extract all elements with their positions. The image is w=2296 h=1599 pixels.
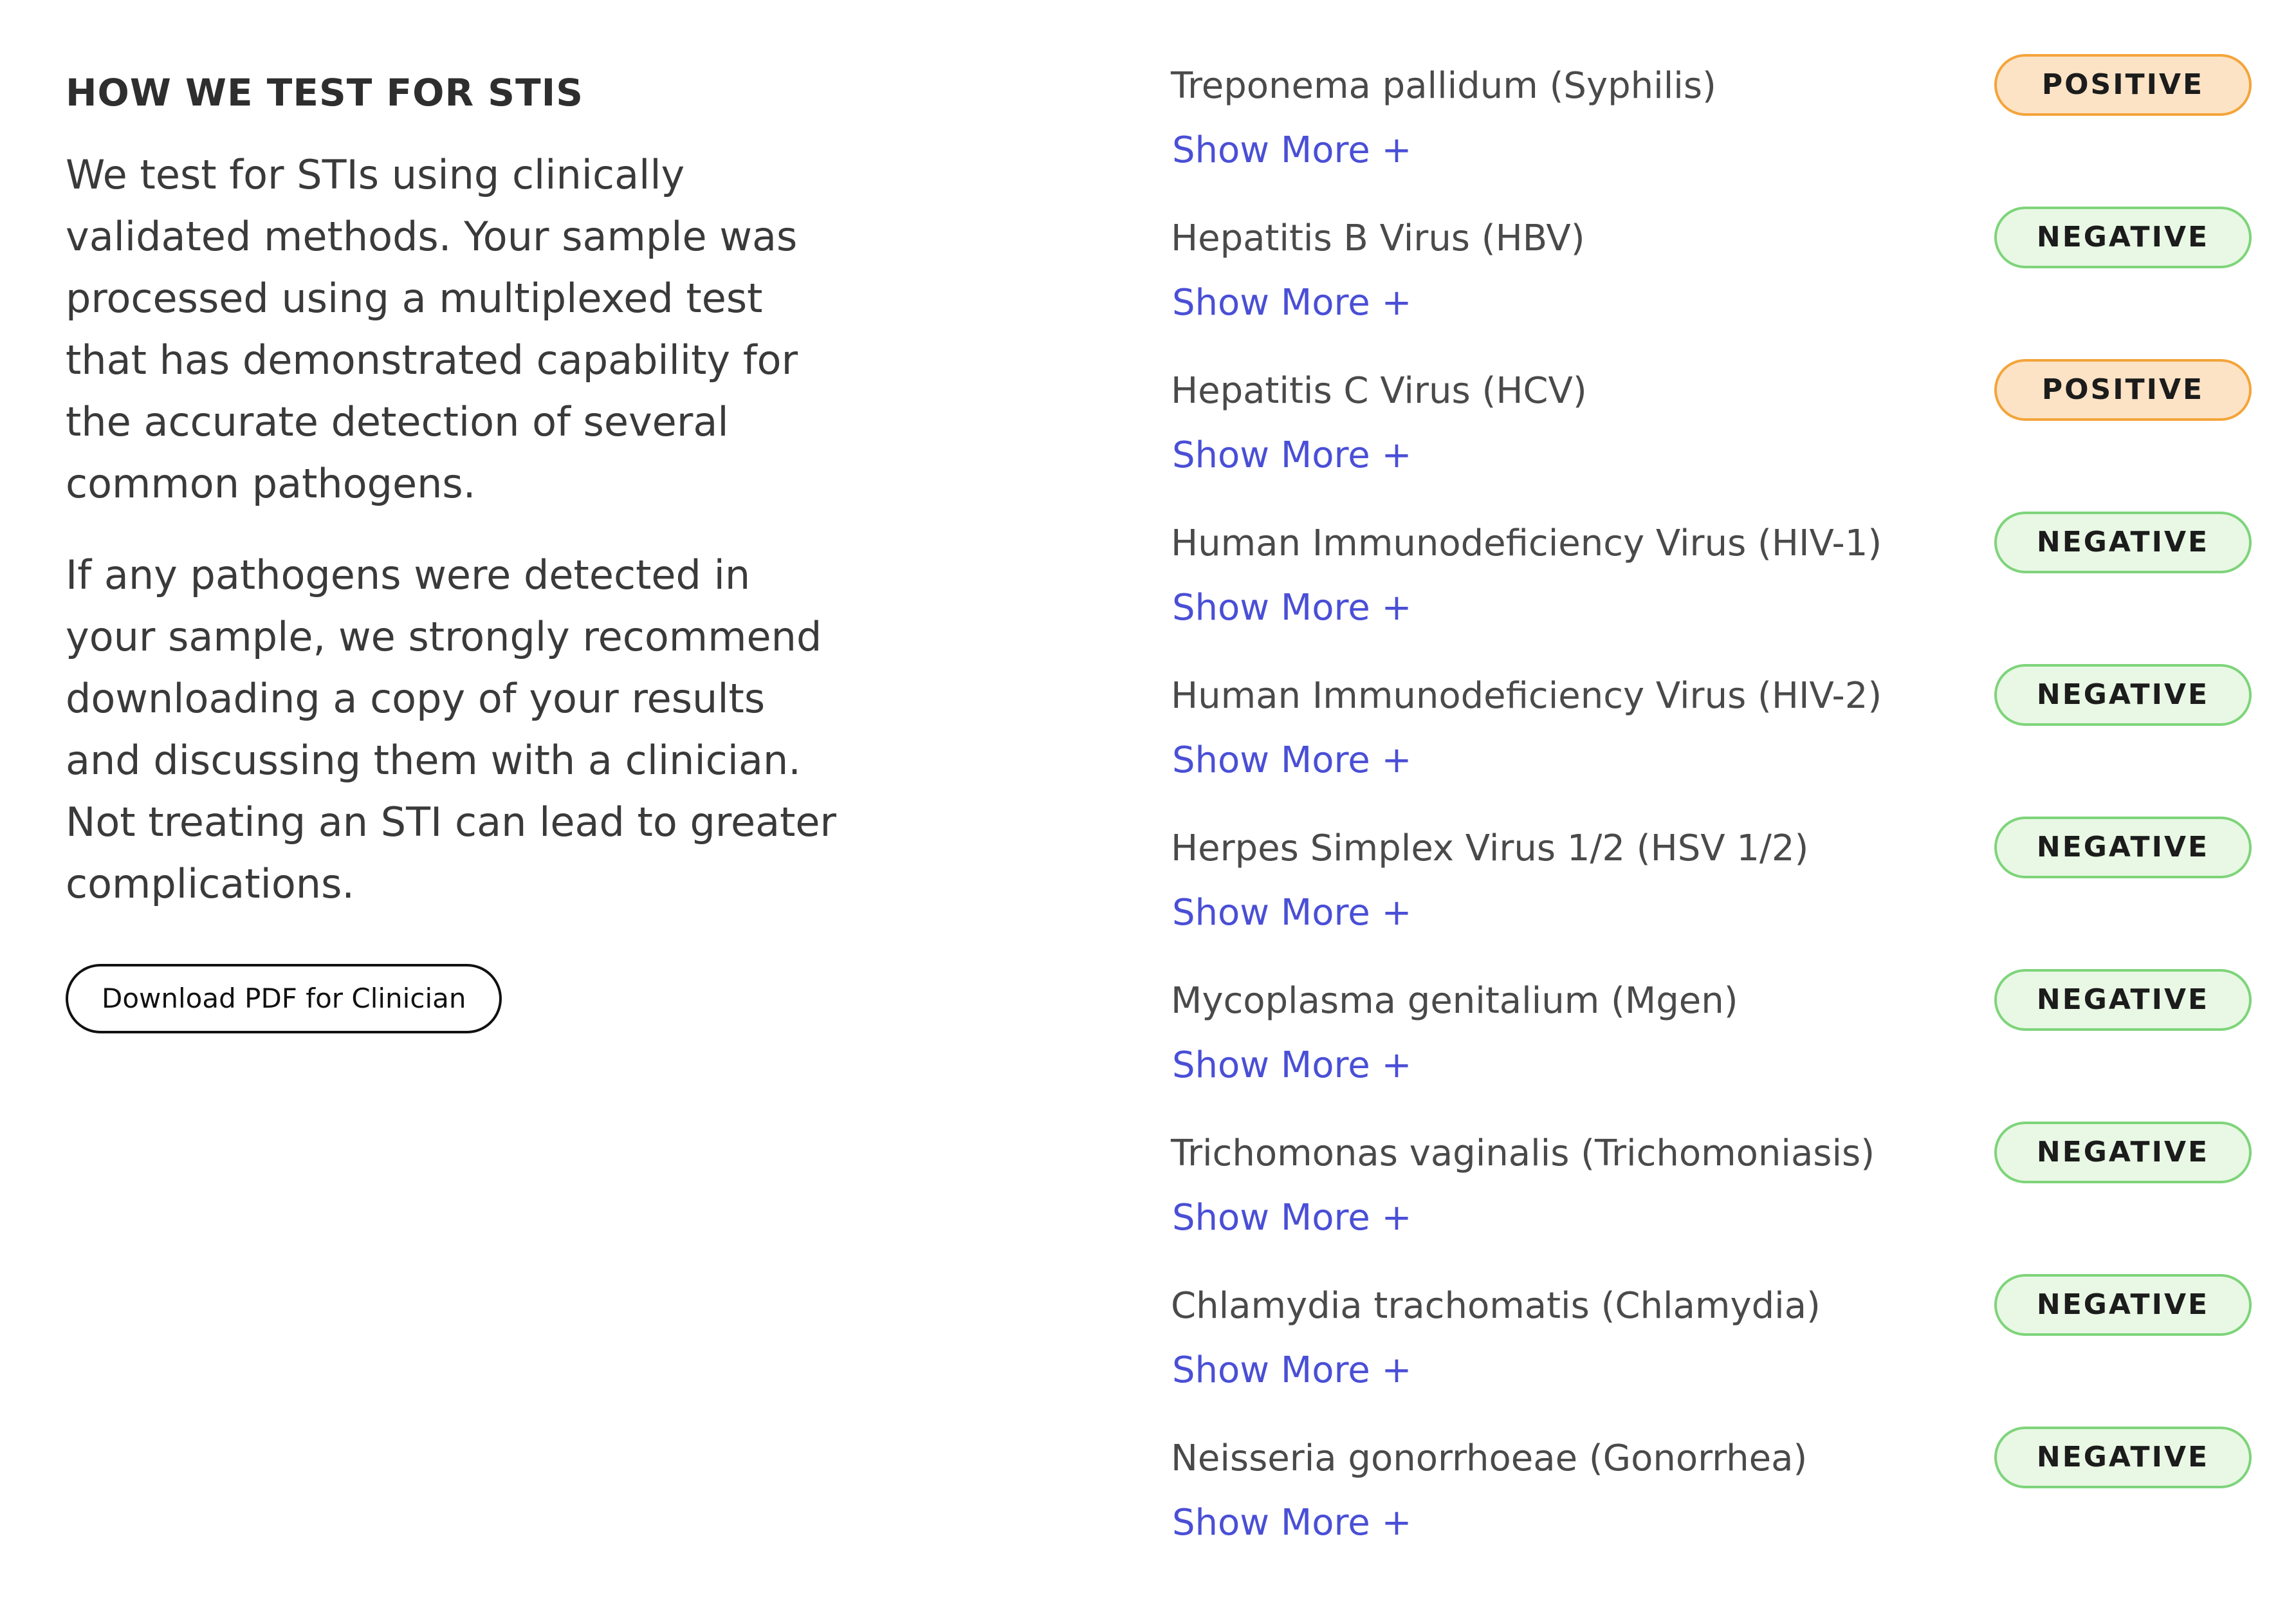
show-more-link[interactable]: Show More + [1172,1349,1412,1391]
show-more-link[interactable]: Show More + [1172,282,1412,324]
result-item-hbv [1171,207,2252,359]
status-badge: NEGATIVE [1994,1122,2252,1183]
result-name: Treponema pallidum (Syphilis) [1171,65,1716,107]
section-title: HOW WE TEST FOR STIS [66,71,583,115]
result-name: Human Immunodeficiency Virus (HIV-1) [1171,522,1882,564]
show-more-link[interactable]: Show More + [1172,587,1412,629]
result-name: Hepatitis B Virus (HBV) [1171,217,1585,259]
result-item-hiv2 [1171,664,2252,817]
status-badge: POSITIVE [1994,359,2252,421]
show-more-link[interactable]: Show More + [1172,434,1412,476]
result-name: Trichomonas vaginalis (Trichomoniasis) [1171,1132,1875,1174]
result-name: Herpes Simplex Virus 1/2 (HSV 1/2) [1171,827,1809,869]
result-item-hcv [1171,359,2252,512]
info-paragraph-recommendation: If any pathogens were detected in your sample, we strongly recommend downloading a copy of your results and discussing them with a clinician. Not treating an STI can lead to greater complications. [66,551,837,907]
result-item-hsv [1171,817,2252,969]
show-more-link[interactable]: Show More + [1172,1197,1412,1239]
results-list [1171,54,2252,1579]
result-name: Neisseria gonorrhoeae (Gonorrhea) [1171,1437,1808,1479]
download-pdf-button[interactable]: Download PDF for Clinician [66,964,502,1033]
show-more-link[interactable]: Show More + [1172,129,1412,171]
result-name: Human Immunodeficiency Virus (HIV-2) [1171,675,1882,717]
result-name: Hepatitis C Virus (HCV) [1171,370,1587,412]
result-name: Mycoplasma genitalium (Mgen) [1171,980,1738,1022]
result-item-trichomoniasis [1171,1122,2252,1274]
info-paragraph-methods: We test for STIs using clinically validated methods. Your sample was processed using a multiplexed test that has demonstrated capability for the accurate detection of several common pathogens. [66,151,798,507]
result-item-syphilis [1171,54,2252,207]
show-more-link[interactable]: Show More + [1172,1502,1412,1544]
status-badge: NEGATIVE [1994,969,2252,1031]
result-item-hiv1 [1171,512,2252,664]
show-more-link[interactable]: Show More + [1172,892,1412,934]
result-name: Chlamydia trachomatis (Chlamydia) [1171,1285,1821,1327]
result-item-gonorrhea [1171,1427,2252,1579]
status-badge: NEGATIVE [1994,207,2252,268]
show-more-link[interactable]: Show More + [1172,1044,1412,1086]
status-badge: NEGATIVE [1994,664,2252,726]
status-badge: POSITIVE [1994,54,2252,116]
info-panel [66,67,838,1033]
result-item-chlamydia [1171,1274,2252,1427]
status-badge: NEGATIVE [1994,1274,2252,1336]
result-item-mgen [1171,969,2252,1122]
status-badge: NEGATIVE [1994,512,2252,573]
show-more-link[interactable]: Show More + [1172,739,1412,781]
status-badge: NEGATIVE [1994,817,2252,878]
status-badge: NEGATIVE [1994,1427,2252,1488]
